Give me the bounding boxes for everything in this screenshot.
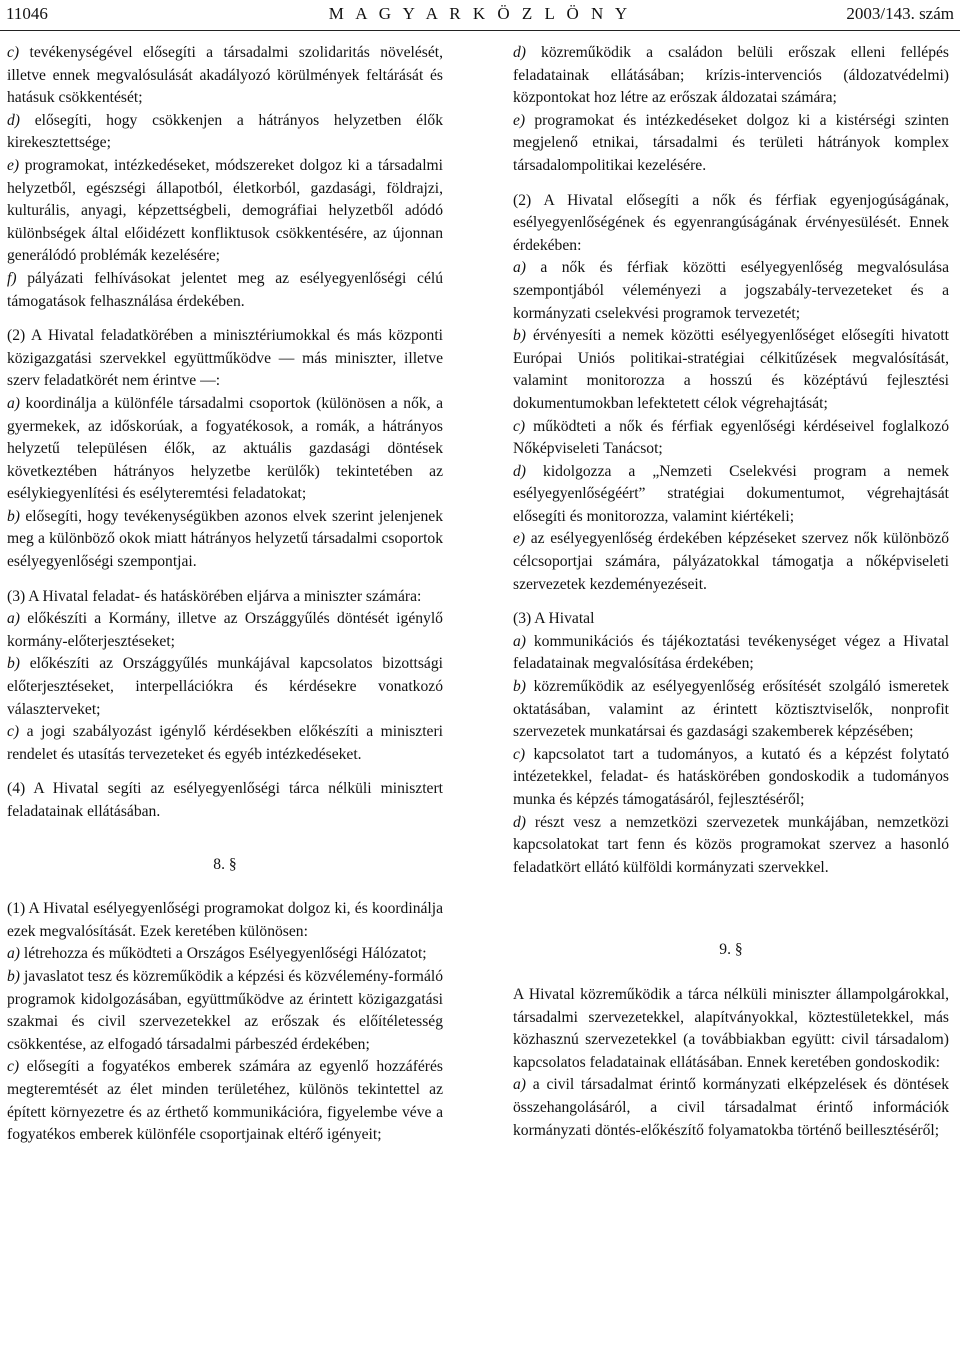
paragraph-text: 8. § bbox=[213, 855, 237, 873]
paragraph-text: (3) A Hivatal bbox=[513, 610, 595, 628]
paragraph bbox=[513, 416, 949, 461]
paragraph bbox=[7, 393, 443, 506]
paragraph-text: kapcsolatot tart a tudományos, a kutató és a képzést folytató intézetekkel, feladat- és hatáskörében gondoskodik a tudományos munka és képzés támogatásáról, fejlesztéséről; bbox=[513, 745, 949, 808]
item-label: b) bbox=[513, 678, 526, 696]
item-label: c) bbox=[513, 745, 526, 763]
paragraph bbox=[7, 653, 443, 721]
item-label: e) bbox=[7, 156, 20, 174]
item-label: d) bbox=[7, 111, 20, 129]
header-rule bbox=[0, 30, 960, 31]
paragraph bbox=[7, 1056, 443, 1146]
item-label: a) bbox=[7, 610, 20, 628]
paragraph-text: közreműködik az esélyegyenlőség erősítését szolgáló ismeretek oktatásában, valamint az érintett köztisztviselők, nonprofit szervezetek munkatársai és gazdasági szakemberek képzésében; bbox=[513, 678, 949, 741]
paragraph bbox=[7, 966, 443, 1056]
paragraph bbox=[7, 506, 443, 574]
item-label: f) bbox=[7, 269, 17, 287]
paragraph bbox=[513, 42, 949, 110]
paragraph-text: koordinálja a különféle társadalmi csoportok (különösen a nők, a gyermekek, az időskorúak, a fogyatékosok, a romák, a hátrányos helyzetű településen élők, az aktuális gazdasági döntések következtében hátrányos helyzetbe kerülők) tekintetében az esélykiegyenlítési és esélyteremtési feladatokat; bbox=[7, 394, 443, 503]
paragraph bbox=[513, 1074, 949, 1142]
right-column bbox=[513, 42, 949, 1142]
paragraph-text: programokat, intézkedéseket, módszereket dolgoz ki a társadalmi helyzetből, egészségi állapotból, életkorból, gazdasági, földrajzi, kulturális, anyagi, képzettségbeli, demográfiai helyzetből adódó különbségek által előidézett konfliktusok csökkentésére, az újonnan generálódó problémák kezelésére; bbox=[7, 156, 443, 265]
paragraph bbox=[513, 110, 949, 178]
paragraph-text: (2) A Hivatal elősegíti a nők és férfiak egyenjogúságának, esélyegyenlőségének és egyenrangúságának érvényesülését. Ennek érdekében: bbox=[513, 191, 949, 254]
paragraph-text: (2) A Hivatal feladatkörében a minisztériumokkal és más központi közigazgatási szervekkel együttműködve — más miniszter, illetve szerv feladatkörét nem érintve —: bbox=[7, 327, 443, 390]
item-label: e) bbox=[513, 530, 526, 548]
item-label: e) bbox=[513, 111, 526, 129]
paragraph bbox=[7, 721, 443, 766]
paragraph bbox=[7, 42, 443, 110]
paragraph bbox=[7, 778, 443, 823]
paragraph bbox=[513, 631, 949, 676]
page-header bbox=[6, 4, 954, 28]
paragraph-text: a jogi szabályozást igénylő kérdésekben előkészíti a miniszteri rendelet és utasítás tervezeteket és egyéb intézkedéseket. bbox=[7, 723, 443, 763]
item-label: b) bbox=[7, 507, 20, 525]
item-label: a) bbox=[7, 394, 20, 412]
paragraph bbox=[513, 461, 949, 529]
paragraph-text: kidolgozza a „Nemzeti Cselekvési program a nemek esélyegyenlőségéért” stratégiai dokumentumot, végrehajtását elősegíti és monitorozza, valamint kiértékeli; bbox=[513, 462, 949, 525]
paragraph-text: javaslatot tesz és közreműködik a képzési és közvélemény-formáló programok kidolgozásában, együttműködve az érintett közigazgatási szakmai és civil szervezetekkel az erőszak és előítéletesség csökkentése, az elfogadó társadalmi párbeszéd érdekében; bbox=[7, 967, 443, 1053]
item-label: a) bbox=[513, 632, 526, 650]
paragraph-text: 9. § bbox=[719, 941, 743, 959]
item-label: a) bbox=[513, 259, 526, 277]
paragraph-text: tevékenységével elősegíti a társadalmi szolidaritás növelését, illetve ennek megvalósulását akadályozó körülmények feltárását és hatásuk csökkentését; bbox=[7, 44, 443, 107]
item-label: b) bbox=[513, 327, 526, 345]
paragraph-text: előkészíti a Kormány, illetve az Országgyűlés döntését igénylő kormány-előterjesztéseket; bbox=[7, 610, 443, 650]
paragraph-text: közreműködik a családon belüli erőszak elleni fellépés feladatainak ellátásában; krízis-intervenciós (áldozatvédelmi) központokat hoz létre az erőszak áldozatai számára; bbox=[513, 44, 949, 107]
paragraph bbox=[513, 676, 949, 744]
paragraph bbox=[7, 268, 443, 313]
paragraph bbox=[7, 155, 443, 268]
paragraph-text: programokat és intézkedéseket dolgoz ki a kistérségi szinten megjelenő etnikai, társadalmi és területi hátrányok komplex társadalompolitikai kezelésére. bbox=[513, 111, 949, 174]
paragraph bbox=[513, 190, 949, 258]
paragraph-text: működteti a nők és férfiak egyenlőségi kérdéseivel foglalkozó Nőképviseleti Tanácsot; bbox=[513, 417, 949, 458]
paragraph-text: (1) A Hivatal esélyegyenlőségi programokat dolgoz ki, és koordinálja ezek megvalósítását. Ezek keretében különösen: bbox=[7, 900, 443, 940]
paragraph-text: érvényesíti a nemek közötti esélyegyenlőséget elősegíti hivatott Európai Uniós politikai-stratégiai célkitűzések megvalósítását, valamint monitorozza a hosszú és középtávú fejlesztési dokumentumokban lefektetett célok végrehajtását; bbox=[513, 327, 949, 412]
paragraph bbox=[7, 325, 443, 393]
item-label: c) bbox=[7, 723, 20, 741]
paragraph bbox=[513, 257, 949, 325]
paragraph-text: A Hivatal közreműködik a tárca nélküli miniszter állampolgárokkal, társadalmi szervezetekkel, alapítványokkal, köztestületekkel, más közhasznú szervezetekkel (a továbbiakban együtt: civil társadalom) kapcsolatos feladatainak ellátásában. Ennek keretében gondoskodik: bbox=[513, 985, 949, 1071]
paragraph-text: a civil társadalmat érintő kormányzati elképzelések és döntések összehangolásáról, a civil társadalmat érintő információk kormányzati döntés-előkészítő folyamatokba történő beillesztéséről; bbox=[513, 1076, 949, 1139]
paragraph bbox=[7, 110, 443, 155]
item-label: b) bbox=[7, 655, 20, 673]
item-label: a) bbox=[7, 945, 20, 963]
journal-title: M A G Y A R K Ö Z L Ö N Y bbox=[328, 4, 632, 23]
paragraph-text: (3) A Hivatal feladat- és hatáskörében eljárva a miniszter számára: bbox=[7, 587, 422, 605]
item-label: c) bbox=[7, 1058, 20, 1076]
issue-number: 2003/143. szám bbox=[846, 4, 954, 23]
item-label: c) bbox=[513, 417, 526, 435]
paragraph-text: részt vesz a nemzetközi szervezetek munkájában, nemzetközi kapcsolatokat tart fenn és közös programokat szervez a hasonló feladatkört ellátó külföldi kormányzati szervekkel. bbox=[513, 813, 949, 876]
item-label: a) bbox=[513, 1076, 526, 1094]
left-column bbox=[7, 42, 443, 1147]
paragraph-text: létrehozza és működteti a Országos Esélyegyenlőségi Hálózatot; bbox=[23, 945, 427, 963]
paragraph-text: elősegíti a fogyatékos emberek számára az egyenlő hozzáférés megteremtését az élet minden területéhez, különös tekintettel az épített környezetre és az érthető kommunikációra, figyelembe véve a fogyatékos emberek különféle csoportjainak eltérő igényeit; bbox=[7, 1058, 443, 1144]
paragraph-text: elősegíti, hogy tevékenységükben azonos elvek szerint jelenjenek meg a különböző okok miatt hátrányos helyzetű társadalmi csoportok esélyegyenlőségi szempontjai. bbox=[7, 507, 443, 571]
paragraph bbox=[7, 943, 443, 966]
page-number: 11046 bbox=[6, 4, 48, 23]
paragraph bbox=[513, 528, 949, 596]
paragraph bbox=[513, 608, 949, 631]
paragraph-text: kommunikációs és tájékoztatási tevékenységet végez a Hivatal feladatainak megvalósítása érdekében; bbox=[513, 632, 949, 673]
paragraph bbox=[7, 608, 443, 653]
item-label: d) bbox=[513, 44, 526, 61]
paragraph bbox=[513, 744, 949, 812]
paragraph-text: pályázati felhívásokat jelentet meg az esélyegyenlőségi célú támogatások felhasználása érdekében. bbox=[7, 269, 443, 310]
paragraph-text: az esélyegyenlőség érdekében képzéseket szervez nők különböző célcsoportjai számára, pályázatokkal támogatja a nőképviseleti szervezetek kezdeményezéseit. bbox=[513, 530, 949, 593]
item-label: b) bbox=[7, 967, 20, 985]
paragraph bbox=[513, 812, 949, 880]
item-label: d) bbox=[513, 813, 526, 831]
paragraph bbox=[513, 325, 949, 415]
paragraph bbox=[7, 586, 443, 609]
paragraph-text: a nők és férfiak közötti esélyegyenlőség megvalósulása szempontjából véleményezi a jogszabály-tervezeteket és a kormányzati cselekvési programok tervezetét; bbox=[513, 259, 949, 322]
paragraph bbox=[7, 898, 443, 943]
section-heading bbox=[513, 939, 949, 962]
paragraph-text: előkészíti az Országgyűlés munkájával kapcsolatos bizottsági előterjesztéseket, interpellációkra és kérdésekre vonatkozó választerveket; bbox=[7, 655, 443, 718]
section-heading bbox=[7, 854, 443, 877]
paragraph-text: elősegíti, hogy csökkenjen a hátrányos helyzetben élők kirekesztettsége; bbox=[7, 111, 443, 152]
paragraph-text: (4) A Hivatal segíti az esélyegyenlőségi tárca nélküli minisztert feladatainak ellátásában. bbox=[7, 780, 443, 820]
paragraph bbox=[513, 984, 949, 1074]
item-label: c) bbox=[7, 44, 20, 61]
item-label: d) bbox=[513, 462, 526, 480]
